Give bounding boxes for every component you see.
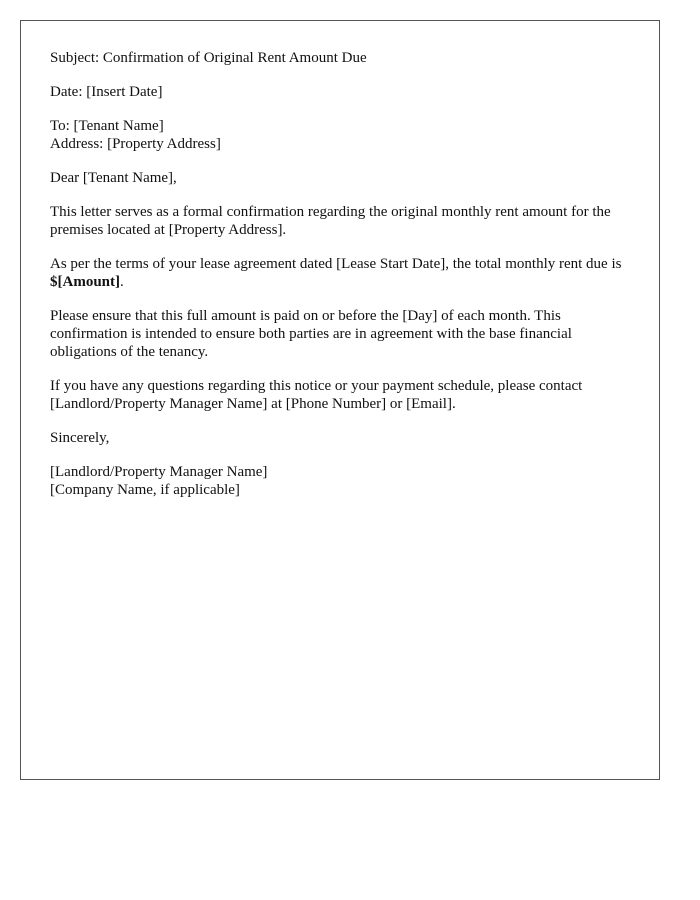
paragraph-confirmation: This letter serves as a formal confirmation regarding the original monthly rent amount for the premises located at [Property Address]. [50,204,611,238]
signer-name: [Landlord/Property Manager Name] [50,464,268,480]
signature-block [50,463,640,499]
salutation: Dear [Tenant Name], [50,170,177,186]
letter-body [50,49,640,515]
recipient-address: Address: [Property Address] [50,136,221,152]
letter-page [20,20,660,780]
signer-company: [Company Name, if applicable] [50,482,240,498]
rent-amount-prefix: As per the terms of your lease agreement dated [Lease Start Date], the total monthly rent due is [50,256,622,272]
recipient-name: To: [Tenant Name] [50,118,164,134]
subject-line: Subject: Confirmation of Original Rent Amount Due [50,50,367,66]
paragraph-contact: If you have any questions regarding this notice or your payment schedule, please contact [Landlord/Property Manager Name] at [Phone Number] or [Email]. [50,378,583,412]
paragraph-rent-amount [50,255,640,291]
paragraph-payment-terms: Please ensure that this full amount is paid on or before the [Day] of each month. This confirmation is intended to ensure both parties are in agreement with the base financial obligations of the tenancy. [50,308,572,360]
rent-amount-suffix: . [120,274,124,290]
recipient-block [50,117,640,153]
rent-amount-value: $[Amount] [50,274,120,290]
date-line: Date: [Insert Date] [50,84,163,100]
closing: Sincerely, [50,430,110,446]
